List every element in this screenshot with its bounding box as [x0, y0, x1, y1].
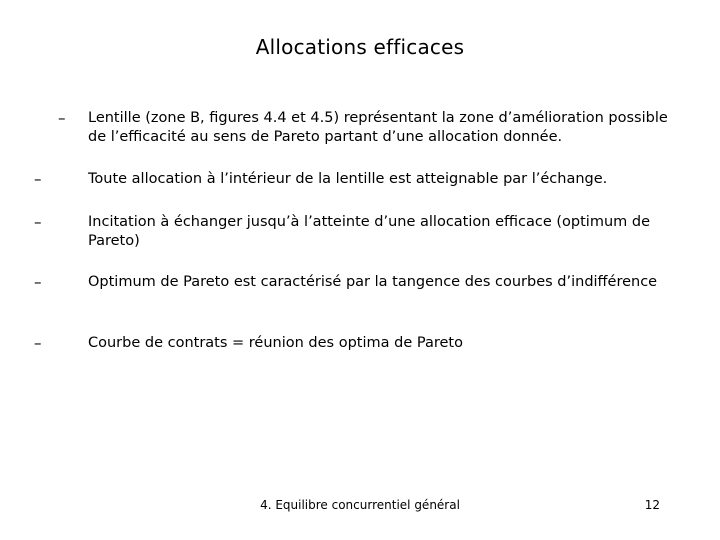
footer-section-label: 4. Equilibre concurrentiel général: [260, 498, 460, 512]
bullet-text: Incitation à échanger jusqu’à l’atteinte d’une allocation efficace (optimum de Pareto): [88, 214, 650, 249]
bullet-text: Lentille (zone B, figures 4.4 et 4.5) représentant la zone d’amélioration possible de l’efficacité au sens de Pareto partant d’une allocation donnée.: [88, 110, 668, 145]
bullet-marker: –: [58, 109, 66, 127]
page-number: 12: [644, 498, 660, 512]
bullet-text: Optimum de Pareto est caractérisé par la tangence des courbes d’indifférence: [88, 274, 658, 290]
bullet-marker: –: [34, 273, 42, 291]
bullet-text: Courbe de contrats = réunion des optima de Pareto: [88, 335, 463, 351]
slide-title: Allocations efficaces: [255, 35, 465, 59]
bullet-marker: –: [34, 213, 42, 231]
bullet-marker: –: [34, 334, 42, 352]
bullet-text: Toute allocation à l’intérieur de la lentille est atteignable par l’échange.: [88, 171, 608, 187]
bullet-marker: –: [34, 170, 42, 188]
